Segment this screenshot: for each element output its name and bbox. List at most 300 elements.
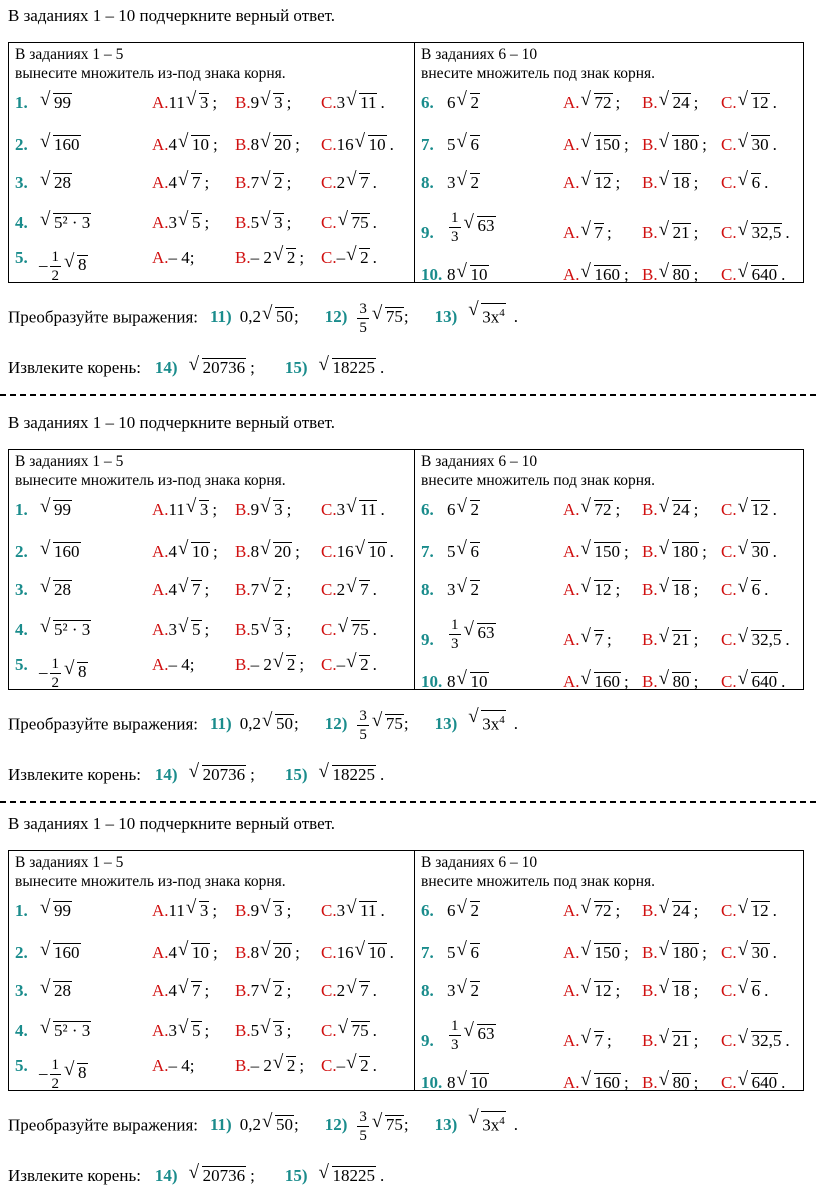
radical: √ 10 xyxy=(191,135,210,154)
radical: √ 20736 xyxy=(202,765,247,784)
option-letter: A. xyxy=(563,223,580,242)
radical: √ 2 xyxy=(273,981,284,1000)
option-letter: C. xyxy=(321,655,337,674)
answer-option xyxy=(642,630,698,650)
radical: √ 21 xyxy=(672,223,691,242)
text: вынесите множитель из-под знака корня. xyxy=(15,873,286,890)
radical: √ 7 xyxy=(594,223,605,242)
task-number: 9. xyxy=(421,223,434,242)
separator: ; xyxy=(693,265,699,284)
option-letter: B. xyxy=(235,173,251,192)
coefficient: 2 xyxy=(336,981,346,1000)
radical: √ 30 xyxy=(751,135,770,154)
option-letter: C. xyxy=(321,135,337,154)
radical: √ 63 xyxy=(477,1024,496,1043)
option-letter: B. xyxy=(235,248,251,267)
option-letter: C. xyxy=(721,943,737,962)
radical: √ 11 xyxy=(359,901,377,920)
task-number: 10. xyxy=(421,672,443,691)
coefficient: 3 xyxy=(336,500,346,519)
radical: √ 180 xyxy=(672,542,700,561)
answer-option xyxy=(235,1021,291,1041)
task-expression xyxy=(39,655,88,692)
task-expression xyxy=(447,981,480,1001)
coefficient: – xyxy=(336,248,346,267)
coefficient: 4 xyxy=(168,135,178,154)
coefficient: 3 xyxy=(336,93,346,112)
answer-option xyxy=(642,500,698,520)
text: . xyxy=(380,765,385,784)
left-column-header xyxy=(15,853,286,891)
denominator: 2 xyxy=(51,675,59,691)
separator: . xyxy=(772,500,777,519)
task-row xyxy=(421,542,801,568)
separator: ; xyxy=(693,500,699,519)
extract-line xyxy=(8,358,384,378)
radical: √ 75 xyxy=(351,1021,370,1040)
task-expression xyxy=(39,542,81,562)
task-expression xyxy=(39,93,72,113)
answer-option xyxy=(235,943,300,963)
transform-label: Преобразуйте выражения: xyxy=(8,714,198,734)
radical: √ 3 xyxy=(273,93,284,112)
task-number: 12) xyxy=(324,714,348,734)
task-row xyxy=(15,1021,410,1047)
radical: √ 12 xyxy=(594,580,613,599)
task-expression xyxy=(447,209,496,246)
radical: √ 18 xyxy=(672,981,691,1000)
task-expression xyxy=(447,616,496,653)
radical: √ 7 xyxy=(594,1031,605,1050)
separator: ; xyxy=(286,93,292,112)
radical: √ 99 xyxy=(53,500,72,519)
option-letter: A. xyxy=(152,655,169,674)
task-row xyxy=(15,135,410,161)
radical: √ 180 xyxy=(672,943,700,962)
radical: √ 75 xyxy=(385,714,404,733)
separator: ; xyxy=(693,173,699,192)
coefficient: 16 xyxy=(336,542,354,561)
separator: . xyxy=(785,223,790,242)
radical: √ 3 xyxy=(273,901,284,920)
task-number: 11) xyxy=(210,714,232,734)
radical xyxy=(481,303,506,327)
separator: ; xyxy=(299,248,305,267)
option-letter: A. xyxy=(563,1073,580,1092)
header-line xyxy=(421,452,655,471)
option-letter: A. xyxy=(563,173,580,192)
answer-option xyxy=(321,173,377,193)
answer-option xyxy=(152,655,195,675)
separator: . xyxy=(372,248,377,267)
task-number: 9. xyxy=(421,630,434,649)
fraction xyxy=(50,248,62,285)
task-number: 3. xyxy=(15,173,28,192)
option-letter: C. xyxy=(721,672,737,691)
task-row xyxy=(421,580,801,606)
answer-option xyxy=(563,135,629,155)
separator: ; xyxy=(295,542,300,561)
task-expression xyxy=(39,981,72,1001)
answer-option xyxy=(235,1056,304,1076)
task-number: 13) xyxy=(434,714,458,734)
header-line xyxy=(421,872,655,891)
option-letter: B. xyxy=(235,93,251,112)
extract-line xyxy=(8,1166,384,1186)
separator: ; xyxy=(607,223,612,242)
task-number: 1. xyxy=(15,500,28,519)
radical: √ 160 xyxy=(594,672,622,691)
numerator: 1 xyxy=(51,656,59,672)
text: внесите множитель под знак корня. xyxy=(421,472,655,489)
separator: ; xyxy=(624,672,629,691)
radical: √ 24 xyxy=(672,93,691,112)
radical: √ 32,5 xyxy=(751,630,783,649)
separator: ; xyxy=(693,1031,699,1050)
option-letter: C. xyxy=(321,1056,337,1075)
radical xyxy=(481,1111,506,1135)
answer-option xyxy=(321,1021,377,1041)
numerator: 3 xyxy=(359,301,367,317)
header-line xyxy=(15,45,286,64)
option-letter: C. xyxy=(721,580,737,599)
answer-option xyxy=(721,943,777,963)
separator: ; xyxy=(607,630,612,649)
fraction xyxy=(357,707,369,744)
option-letter: B. xyxy=(235,500,251,519)
option-letter: A. xyxy=(152,1056,169,1075)
separator: ; xyxy=(212,901,218,920)
worksheet-copy-3 xyxy=(0,808,816,1203)
task-expression xyxy=(39,173,72,193)
radical: √ 18225 xyxy=(332,765,377,784)
exponent: 4 xyxy=(499,1114,505,1127)
coefficient: 16 xyxy=(336,943,354,962)
option-letter: B. xyxy=(235,542,251,561)
option-letter: C. xyxy=(321,173,337,192)
task-number: 8. xyxy=(421,981,434,1000)
answer-option xyxy=(642,135,707,155)
option-letter: A. xyxy=(152,500,169,519)
separator: ; xyxy=(286,500,292,519)
answer-option xyxy=(721,265,785,285)
task-number: 9. xyxy=(421,1031,434,1050)
separator: ; xyxy=(213,542,218,561)
radical: √ 75 xyxy=(351,620,370,639)
transform-label: Преобразуйте выражения: xyxy=(8,1115,198,1135)
separator: . xyxy=(764,173,769,192)
option-letter: B. xyxy=(642,901,658,920)
tasks-table xyxy=(8,850,804,1091)
radical: √ 6 xyxy=(751,981,762,1000)
option-letter: A. xyxy=(152,248,169,267)
answer-option xyxy=(235,542,300,562)
separator: . xyxy=(372,213,377,232)
option-letter: C. xyxy=(321,943,337,962)
task-expression xyxy=(39,1056,88,1093)
separator: ; xyxy=(693,1073,699,1092)
answer-option xyxy=(152,901,217,921)
task-expression xyxy=(447,500,480,520)
coefficient: 16 xyxy=(336,135,354,154)
radical: √ 80 xyxy=(672,265,691,284)
text: ; xyxy=(250,358,255,377)
separator: ; xyxy=(286,901,292,920)
answer-option xyxy=(152,1056,195,1076)
separator: ; xyxy=(299,655,305,674)
answer-option xyxy=(152,580,209,600)
option-letter: B. xyxy=(642,135,658,154)
answer-option xyxy=(563,1031,612,1051)
radical: √ 18225 xyxy=(332,1166,377,1185)
separator: ; xyxy=(624,943,629,962)
separator: . xyxy=(372,173,377,192)
option-letter: B. xyxy=(642,542,658,561)
separator: . xyxy=(772,542,777,561)
radical: √ 12 xyxy=(594,173,613,192)
option-letter: A. xyxy=(152,135,169,154)
radical: √ 10 xyxy=(470,672,489,691)
option-letter: A. xyxy=(152,580,169,599)
answer-option xyxy=(642,1031,698,1051)
header-line xyxy=(421,45,655,64)
coefficient: – xyxy=(336,1056,346,1075)
left-column-header xyxy=(15,45,286,83)
option-letter: C. xyxy=(721,135,737,154)
option-letter: A. xyxy=(563,542,580,561)
expression xyxy=(188,358,255,377)
answer-option xyxy=(721,580,768,600)
answer-option xyxy=(721,981,768,1001)
answer-option xyxy=(563,93,620,113)
text: ; xyxy=(293,307,299,327)
radical: √ 640 xyxy=(751,265,779,284)
exponent: 4 xyxy=(499,713,505,726)
radical: √ 50 xyxy=(275,307,294,326)
separator: ; xyxy=(286,213,292,232)
text: 3x xyxy=(482,307,500,327)
coefficient: 4 xyxy=(168,542,178,561)
answer-option xyxy=(563,981,620,1001)
extract-line xyxy=(8,765,384,785)
coefficient: 4 xyxy=(168,173,178,192)
radical: √ 2 xyxy=(470,93,481,112)
radical: √ 10 xyxy=(368,542,387,561)
radical: √ 11 xyxy=(359,93,377,112)
option-letter: A. xyxy=(563,265,580,284)
task-row xyxy=(15,981,410,1007)
separator: . xyxy=(389,135,394,154)
answer-option xyxy=(642,93,698,113)
radical: √ 80 xyxy=(672,672,691,691)
task-number: 4. xyxy=(15,620,28,639)
radical: √ 72 xyxy=(594,93,613,112)
answer-option xyxy=(642,173,698,193)
option-letter: B. xyxy=(235,213,251,232)
separator: . xyxy=(380,500,385,519)
task-number: 13) xyxy=(434,307,458,327)
coefficient: 3 xyxy=(168,213,178,232)
text: ; xyxy=(250,1166,255,1185)
coefficient: 8 xyxy=(447,265,456,284)
option-letter: B. xyxy=(642,630,658,649)
text: 3x xyxy=(482,1115,500,1135)
answer-option xyxy=(563,265,629,285)
answer-option xyxy=(642,901,698,921)
radical: √ 21 xyxy=(672,1031,691,1050)
text: ; xyxy=(250,765,255,784)
expression xyxy=(240,307,299,326)
coefficient: 5 xyxy=(250,213,260,232)
text: – xyxy=(39,1063,48,1083)
right-column-header xyxy=(421,45,655,83)
task-row xyxy=(15,620,410,646)
transform-line xyxy=(8,707,518,744)
task-number: 8. xyxy=(421,173,434,192)
answer-option xyxy=(563,542,629,562)
radical: √ 32,5 xyxy=(751,223,783,242)
answer-option xyxy=(152,173,209,193)
coefficient: 8 xyxy=(250,943,260,962)
radical: √ 75 xyxy=(385,307,404,326)
text: ; xyxy=(293,714,299,734)
text: – 4; xyxy=(168,248,195,267)
answer-option xyxy=(642,265,698,285)
column-divider xyxy=(414,43,415,282)
option-letter: C. xyxy=(321,500,337,519)
task-number: 5. xyxy=(15,248,28,267)
radical: √ 80 xyxy=(672,1073,691,1092)
separator: ; xyxy=(702,943,707,962)
radical: √ 10 xyxy=(368,943,387,962)
separator: ; xyxy=(212,93,218,112)
coefficient: 3 xyxy=(447,580,456,599)
option-letter: C. xyxy=(321,248,337,267)
task-expression xyxy=(447,1017,496,1054)
option-letter: A. xyxy=(563,93,580,112)
separator: ; xyxy=(615,173,621,192)
radical: √ 6 xyxy=(470,135,481,154)
option-letter: C. xyxy=(721,981,737,1000)
answer-option xyxy=(321,1056,377,1076)
coefficient: 4 xyxy=(168,580,178,599)
task-expression xyxy=(447,672,489,692)
radical: √ 5 xyxy=(191,1021,202,1040)
radical: √ 2 xyxy=(470,580,481,599)
separator: . xyxy=(781,672,786,691)
answer-option xyxy=(721,223,790,243)
separator: . xyxy=(772,93,777,112)
option-letter: B. xyxy=(235,135,251,154)
coefficient: 9 xyxy=(250,500,260,519)
answer-option xyxy=(152,135,218,155)
task-expression xyxy=(447,580,480,600)
answer-option xyxy=(721,542,777,562)
coefficient: – 2 xyxy=(250,248,272,267)
text: . xyxy=(380,1166,385,1185)
radical: √ 7 xyxy=(594,630,605,649)
coefficient: 3 xyxy=(336,901,346,920)
answer-option xyxy=(721,93,777,113)
separator: . xyxy=(772,943,777,962)
answer-option xyxy=(235,248,304,268)
task-number: 14) xyxy=(154,1166,178,1185)
task-number: 7. xyxy=(421,943,434,962)
task-number: 15) xyxy=(284,765,308,784)
answer-option xyxy=(321,580,377,600)
task-row xyxy=(421,617,801,656)
radical: √ 160 xyxy=(53,542,81,561)
radical: √ 8 xyxy=(77,1063,88,1082)
task-number: 1. xyxy=(15,901,28,920)
answer-option xyxy=(235,655,304,675)
radical: √ 3 xyxy=(273,1021,284,1040)
radical: √ 7 xyxy=(191,580,202,599)
extract-label: Извлеките корень: xyxy=(8,358,141,377)
task-row xyxy=(421,1018,801,1057)
expression xyxy=(355,301,409,336)
task-row xyxy=(421,265,801,291)
coefficient: 7 xyxy=(250,580,260,599)
numerator: 1 xyxy=(451,210,459,226)
text: В заданиях 1 – 5 xyxy=(15,854,124,871)
option-letter: C. xyxy=(721,93,737,112)
option-letter: C. xyxy=(721,265,737,284)
numerator: 1 xyxy=(51,249,59,265)
fraction xyxy=(357,300,369,337)
radical: √ 6 xyxy=(470,542,481,561)
answer-option xyxy=(235,901,291,921)
radical: √ 3 xyxy=(199,901,210,920)
option-letter: C. xyxy=(721,630,737,649)
answer-option xyxy=(321,93,385,113)
task-number: 5. xyxy=(15,655,28,674)
coefficient: 5 xyxy=(447,542,456,561)
text: В заданиях 1 – 5 xyxy=(15,46,124,63)
radical: √ 2 xyxy=(470,500,481,519)
separator: ; xyxy=(615,580,621,599)
option-letter: B. xyxy=(642,1031,658,1050)
header-line xyxy=(15,452,286,471)
coefficient: 3 xyxy=(168,1021,178,1040)
separator: . xyxy=(372,1021,377,1040)
task-row xyxy=(15,500,410,526)
radical xyxy=(481,710,506,734)
task-number: 6. xyxy=(421,500,434,519)
coefficient: 7 xyxy=(250,173,260,192)
radical: √ 99 xyxy=(53,901,72,920)
option-letter: A. xyxy=(563,135,580,154)
transform-label: Преобразуйте выражения: xyxy=(8,307,198,327)
task-number: 2. xyxy=(15,542,28,561)
separator: ; xyxy=(624,1073,629,1092)
coefficient: – 2 xyxy=(250,1056,272,1075)
separator: . xyxy=(372,655,377,674)
separator: ; xyxy=(295,943,300,962)
radical: √ 10 xyxy=(191,943,210,962)
coefficient: 11 xyxy=(168,901,185,920)
task-number: 4. xyxy=(15,213,28,232)
instructions-heading: В заданиях 1 – 10 подчеркните верный ответ. xyxy=(8,413,336,432)
radical: √ 28 xyxy=(53,173,72,192)
option-letter: A. xyxy=(563,981,580,1000)
text: вынесите множитель из-под знака корня. xyxy=(15,472,286,489)
answer-option xyxy=(563,1073,629,1093)
separator: ; xyxy=(702,135,707,154)
separator: ; xyxy=(615,93,621,112)
task-number: 8. xyxy=(421,580,434,599)
option-letter: A. xyxy=(152,901,169,920)
